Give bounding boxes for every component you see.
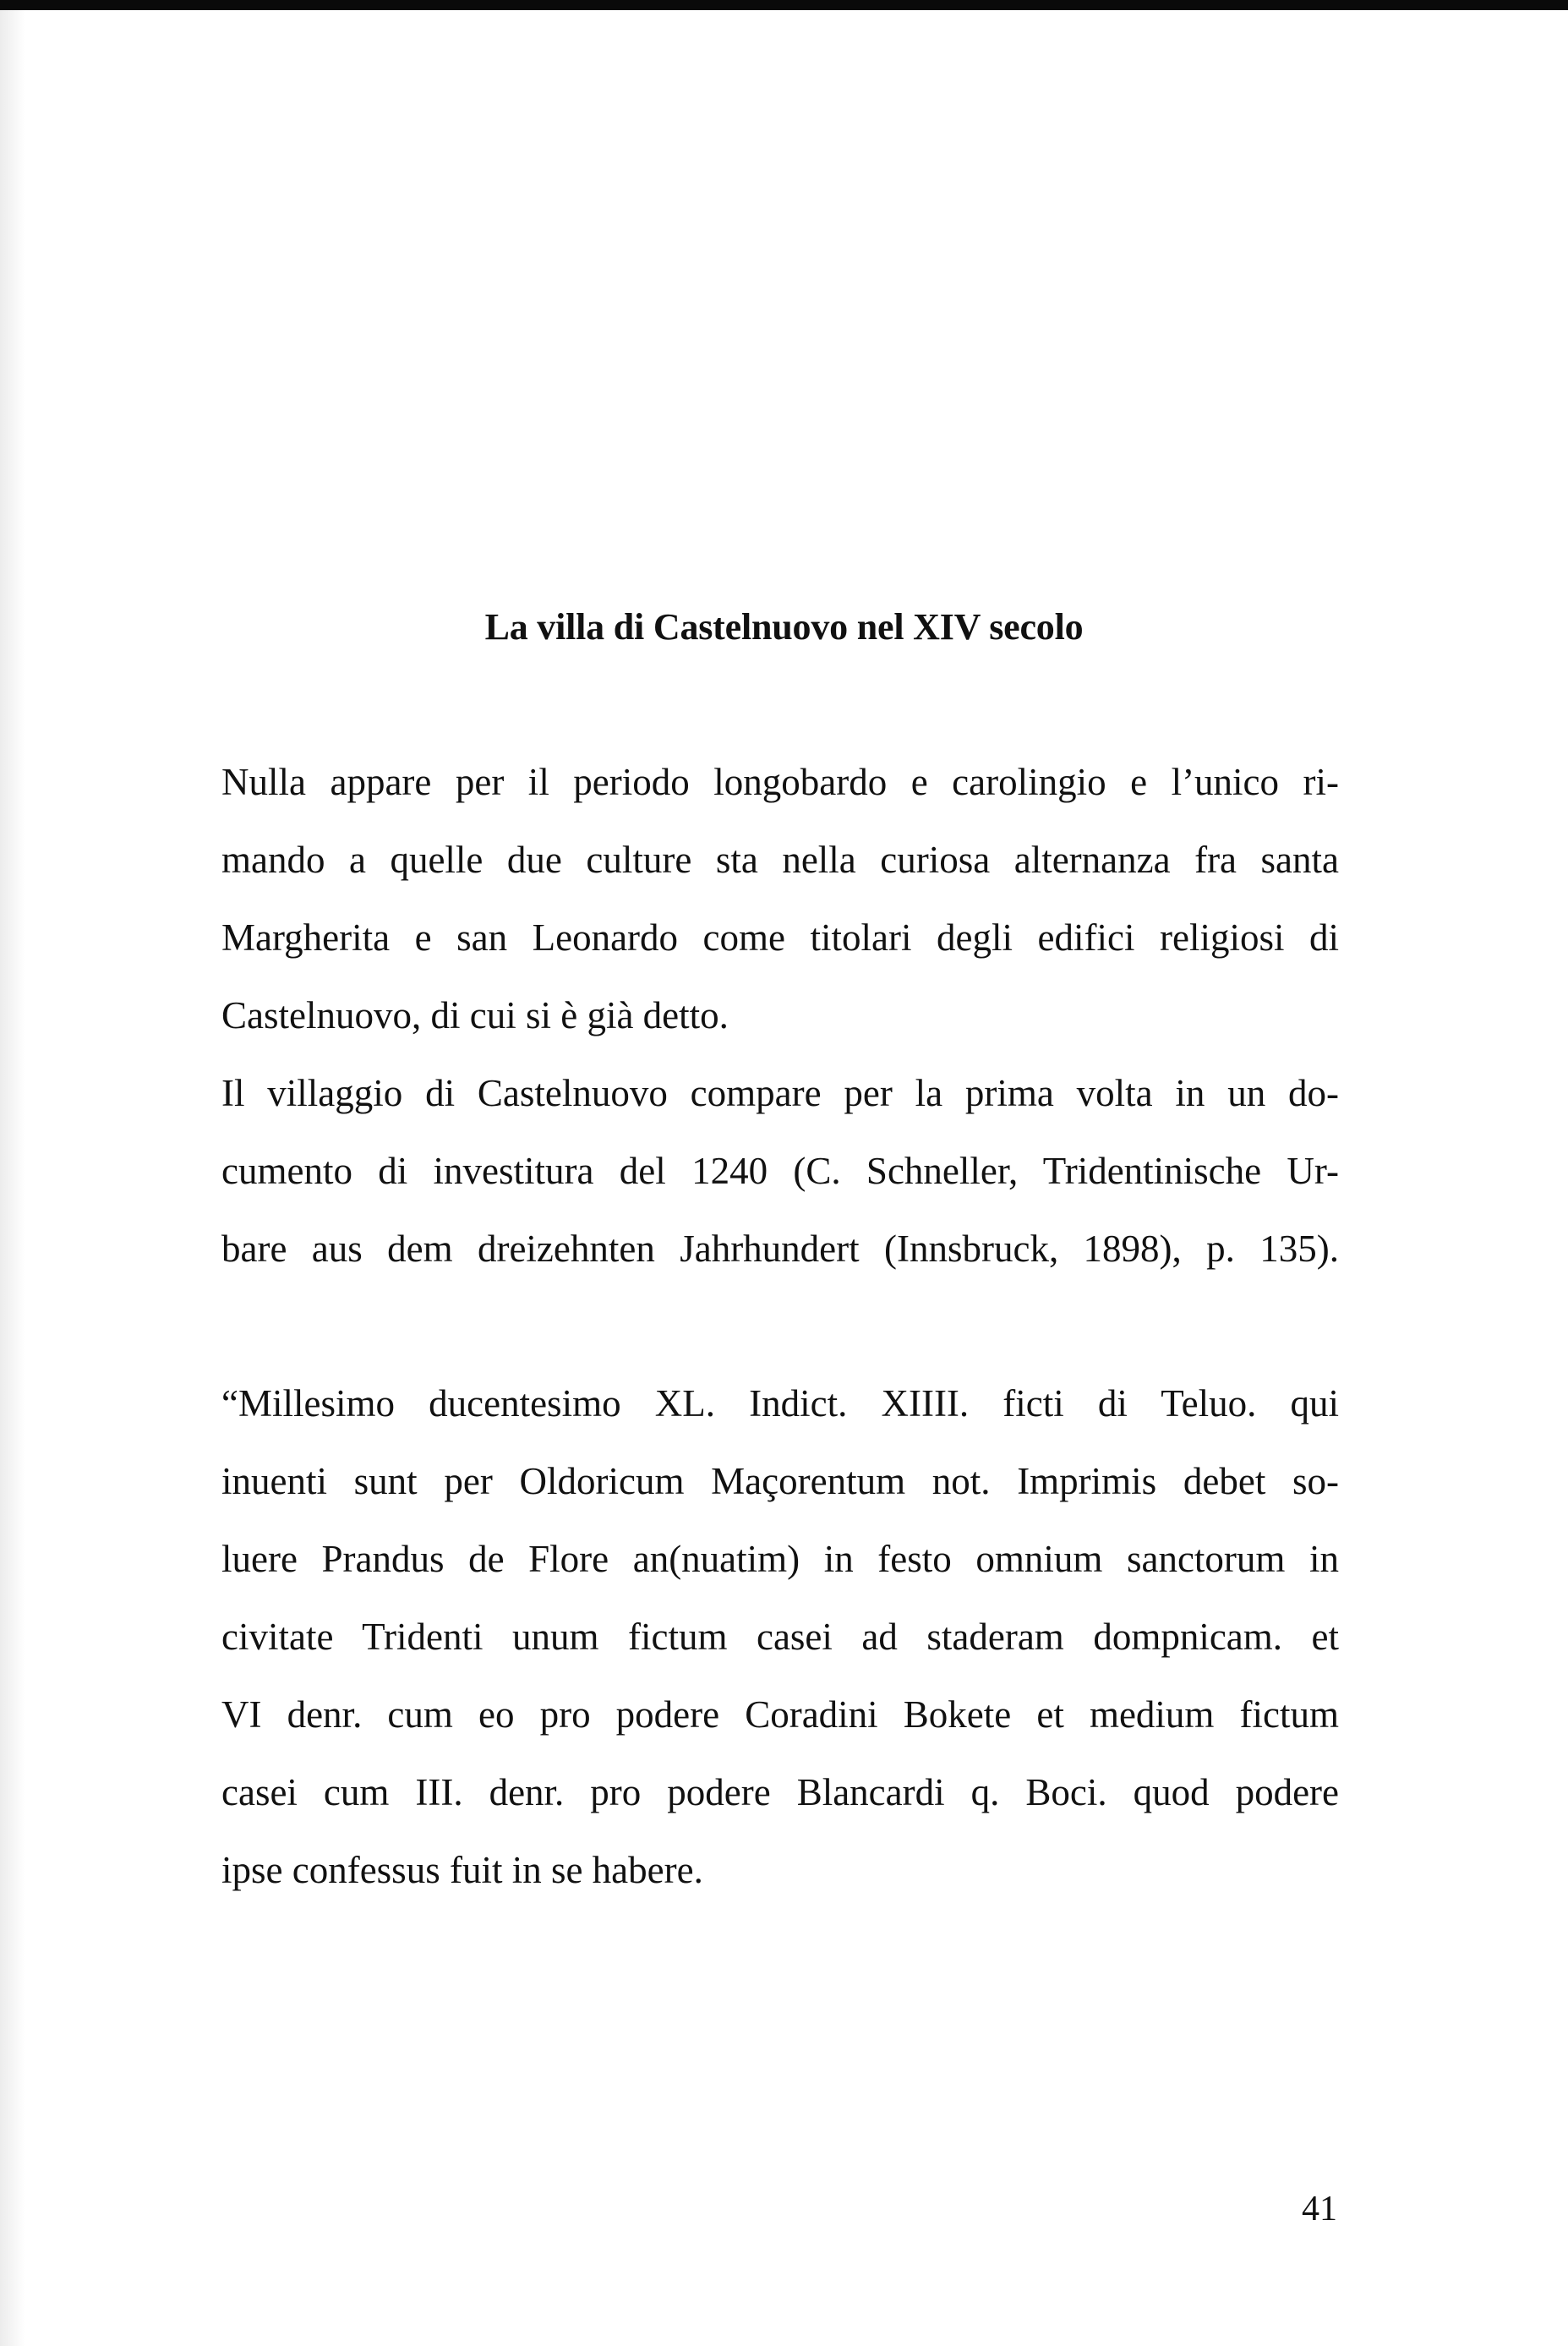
quote-line-5: VI denr. cum eo pro podere Coradini Bokete et medium fictum [221,1693,1339,1736]
page-title: La villa di Castelnuovo nel XIV secolo [484,606,1084,648]
paragraph-1-line-4: Castelnuovo, di cui si è già detto. [221,994,729,1036]
quote-line-2: inuenti sunt per Oldoricum Maçorentum not. Imprimis debet so- [221,1460,1339,1502]
quote-line-6: casei cum III. denr. pro podere Blancardi q. Boci. quod podere [221,1771,1339,1813]
paragraph-2-line-1: Il villaggio di Castelnuovo compare per la prima volta in un do- [221,1072,1339,1114]
quote-line-4: civitate Tridenti unum fictum casei ad staderam dompnicam. et [221,1616,1339,1658]
paragraph-1-line-1: Nulla appare per il periodo longobardo e carolingio e l’unico ri- [221,761,1339,803]
paragraph-1-line-3: Margherita e san Leonardo come titolari degli edifici religiosi di [221,916,1339,959]
scan-left-shadow [0,10,25,2346]
quote-line-3: luere Prandus de Flore an(nuatim) in festo omnium sanctorum in [221,1538,1339,1580]
paragraph-2-line-2: cumento di investitura del 1240 (C. Schneller, Tridentinische Ur- [221,1150,1339,1192]
paragraph-1-line-2: mando a quelle due culture sta nella curiosa alternanza fra santa [221,839,1339,881]
page-number: 41 [1302,2190,1337,2228]
quote-line-1: “Millesimo ducentesimo XL. Indict. XIIII. ficti di Teluo. qui [221,1382,1339,1425]
paragraph-2-line-3: bare aus dem dreizehnten Jahrhundert (Innsbruck, 1898), p. 135). [221,1228,1339,1270]
scan-top-border [0,0,1568,10]
quote-line-7: ipse confessus fuit in se habere. [221,1849,703,1891]
